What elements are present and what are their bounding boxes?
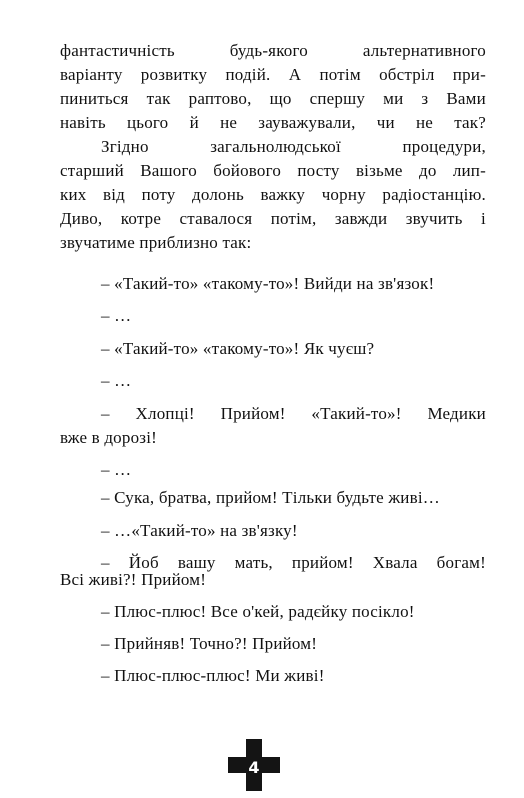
word: будь-якого [229,41,308,60]
word: обстріл [379,65,435,84]
word: прийом! [291,553,354,572]
word: Вами [446,89,486,108]
word: «Такий-то»! [311,404,402,423]
word: долонь [192,185,244,204]
word: що [269,89,292,108]
word: потім [319,65,361,84]
word: ми [383,89,404,108]
dialogue-line-6: вже в дорозі! [60,428,157,447]
dialogue-line-8: – Сука, братва, прийом! Тільки будьте живі… [101,488,440,507]
word: бойового [213,161,282,180]
word: поту [141,185,176,204]
word: завжди [334,209,388,228]
word: важку [260,185,306,204]
dialogue-line-13: – Прийняв! Точно?! Прийом! [101,634,318,653]
word: А [288,65,302,84]
page-number: 4 [248,758,260,777]
word: не [220,113,238,132]
word: фантастичність [60,41,175,60]
word: навіть [60,113,106,132]
word: ставалося [179,209,253,228]
paragraph2-line-5: звучатиме приблизно так: [60,233,252,252]
word: чи [376,113,395,132]
word: посту [297,161,340,180]
dialogue-line-2: – … [101,306,132,325]
word: розвитку [140,65,208,84]
word: мать, [234,553,273,572]
word: – [101,404,110,423]
word: Хлопці! [135,404,195,423]
paragraph2-line-3 [60,185,486,205]
paragraph1-line-3 [60,89,486,109]
dialogue-line-7: – … [101,460,132,479]
word: від [103,185,126,204]
word: пиниться [60,89,129,108]
paragraph2-line-4 [60,209,486,229]
word: Диво, [60,209,103,228]
word: не [415,113,434,132]
word: Хвала [372,553,418,572]
word: при- [452,65,486,84]
paragraph2-line-1 [101,137,486,157]
word: з [421,89,429,108]
word: альтернативного [362,41,486,60]
page-number-cross [227,738,281,792]
word: подій. [225,65,271,84]
word: процедури, [402,137,486,156]
word: візьме [355,161,403,180]
word: і [481,209,486,228]
word: звучить [405,209,463,228]
word: лип- [452,161,486,180]
word: раптово, [188,89,252,108]
cross-icon [227,738,281,792]
dialogue-line-3: – «Такий-то» «такому-то»! Як чуєш? [101,339,375,358]
dialogue-line-12: – Плюс-плюс! Все о'кей, радєйку посікло! [101,602,415,621]
paragraph1-line-1 [60,41,486,61]
word: – [101,553,110,572]
word: Йоб [128,553,159,572]
dialogue-line-5 [101,404,486,424]
word: потім, [270,209,317,228]
word: варіанту [60,65,123,84]
word: загальнолюдської [210,137,341,156]
word: Прийом! [220,404,286,423]
word: так [146,89,171,108]
word: й [189,113,199,132]
word: вашу [177,553,216,572]
word: спершу [309,89,366,108]
dialogue-line-1: – «Такий-то» «такому-то»! Вийди на зв'язок! [101,274,435,293]
word: Вашого [140,161,197,180]
word: старший [60,161,124,180]
word: котре [120,209,162,228]
dialogue-line-14: – Плюс-плюс-плюс! Ми живі! [101,666,325,685]
word: зауважували, [258,113,356,132]
dialogue-line-11: Всі живі?! Прийом! [60,570,207,589]
dialogue-line-9: – …«Такий-то» на зв'язку! [101,521,298,540]
word: ких [60,185,87,204]
paragraph2-line-2 [60,161,486,181]
word: до [418,161,437,180]
paragraph1-line-2 [60,65,486,85]
word: радіостанцію. [382,185,486,204]
word: так? [454,113,486,132]
word: Медики [427,404,486,423]
word: чорну [321,185,366,204]
dialogue-line-4: – … [101,371,132,390]
word: богам! [436,553,486,572]
paragraph1-line-4 [60,113,486,133]
word: цього [126,113,169,132]
word: Згідно [101,137,149,156]
